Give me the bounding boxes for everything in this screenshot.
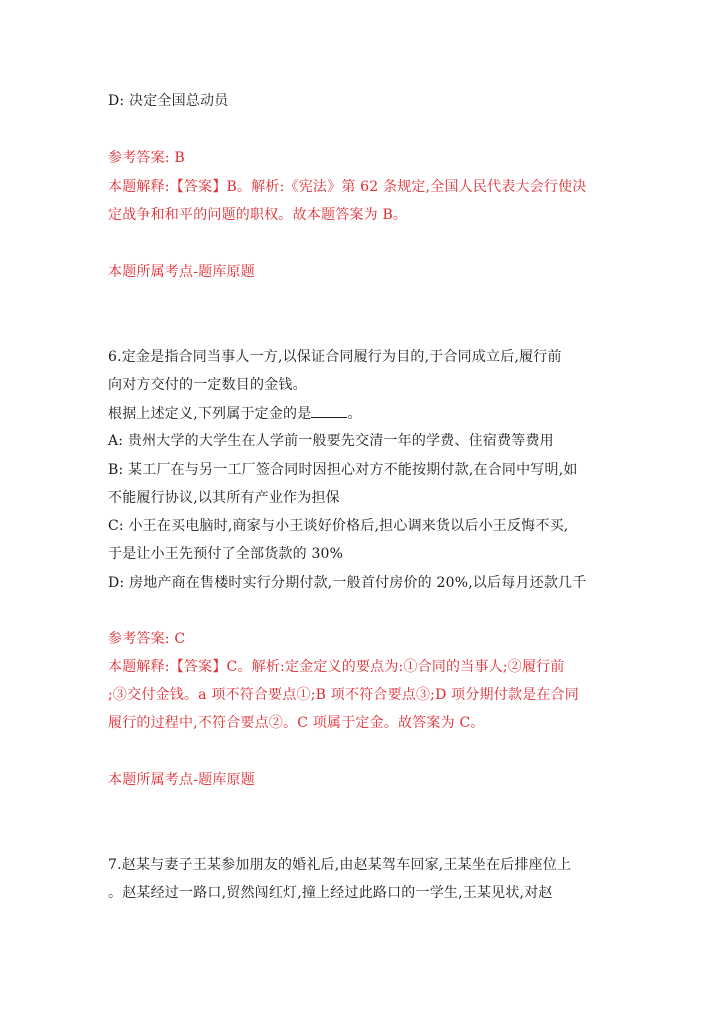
q6-option-c-line-2: 于是让小王先预付了全部货款的 30%: [108, 546, 344, 562]
q5-source: 本题所属考点-题库原题: [108, 264, 255, 280]
q6-explanation-line-3: 履行的过程中,不符合要点②。C 项属于定金。故答案为 C。: [108, 715, 485, 731]
q6-question: [108, 403, 362, 424]
q7-stem-line-1: 7.赵某与妻子王某参加朋友的婚礼后,由赵某驾车回家,王某坐在后排座位上: [108, 857, 572, 873]
q7-stem-line-2: 。赵某经过一路口,贸然闯红灯,撞上经过此路口的一学生,王某见状,对赵: [108, 885, 553, 901]
q6-explanation-line-2: ;③交付金钱。a 项不符合要点①;B 项不符合要点③;D 项分期付款是在合同: [108, 687, 579, 703]
q6-option-d: D: 房地产商在售楼时实行分期付款,一般首付房价的 20%,以后每月还款几千: [108, 575, 587, 591]
q6-option-a: A: 贵州大学的大学生在人学前一般要先交清一年的学费、住宿费等费用: [108, 433, 554, 449]
q6-answer-blank: [311, 403, 347, 418]
q6-question-prefix: 根据上述定义,下列属于定金的是: [108, 406, 312, 422]
q6-option-c-line-1: C: 小王在买电脑时,商家与小王谈好价格后,担心调来货以后小王反悔不买,: [108, 518, 569, 534]
q5-answer: 参考答案: B: [108, 150, 185, 166]
q6-source: 本题所属考点-题库原题: [108, 772, 255, 788]
q5-explanation-line-2: 定战争和和平的问题的职权。故本题答案为 B。: [108, 207, 408, 223]
q6-stem-line-2: 向对方交付的一定数目的金钱。: [108, 377, 307, 393]
q6-option-b-line-1: B: 某工厂在与另一工厂签合同时因担心对方不能按期付款,在合同中写明,如: [108, 462, 578, 478]
q5-explanation-line-1: 本题解释:【答案】B。解析:《宪法》第 62 条规定,全国人民代表大会行使决: [108, 179, 587, 195]
q5-option-d: D: 决定全国总动员: [108, 93, 229, 109]
q6-option-b-line-2: 不能履行协议,以其所有产业作为担保: [108, 490, 340, 506]
q6-stem-line-1: 6.定金是指合同当事人一方,以保证合同履行为目的,于合同成立后,履行前: [108, 349, 562, 365]
q6-explanation-line-1: 本题解释:【答案】C。解析:定金定义的要点为:①合同的当事人;②履行前: [108, 659, 565, 675]
q6-answer: 参考答案: C: [108, 631, 186, 647]
q6-question-suffix: 。: [347, 406, 362, 422]
